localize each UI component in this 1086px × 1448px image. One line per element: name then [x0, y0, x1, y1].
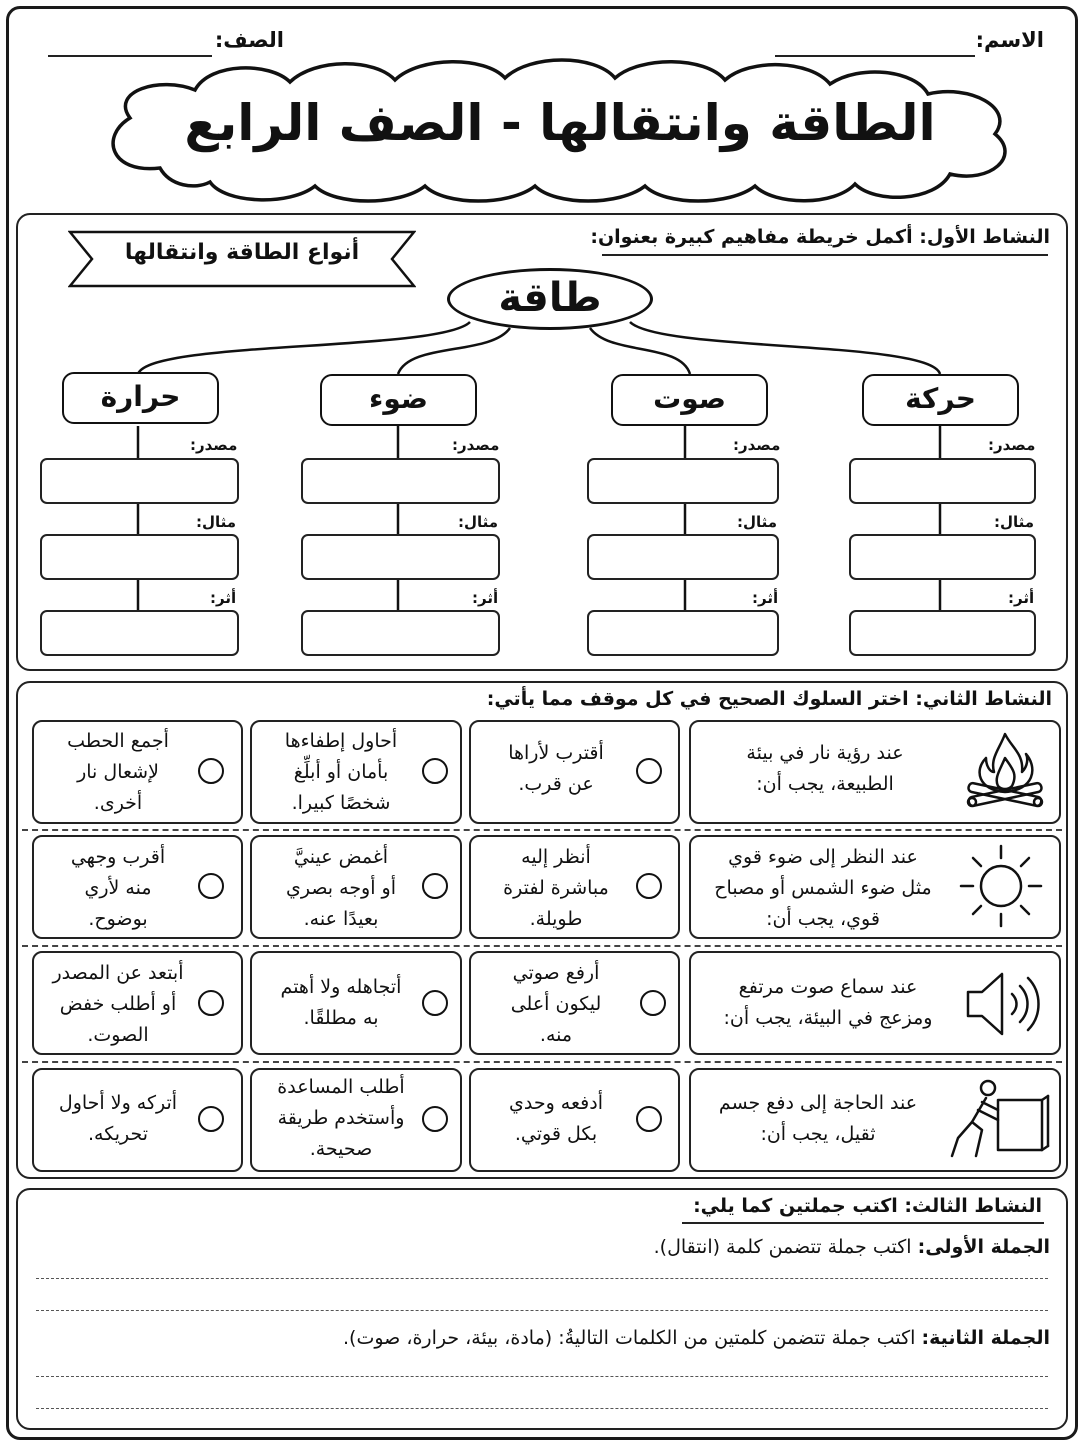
option-radio-2-1[interactable] — [636, 873, 662, 899]
option-radio-1-3[interactable] — [198, 758, 224, 784]
heat-example-box[interactable] — [40, 534, 239, 580]
sentence1-label: الجملة الأولى: — [917, 1236, 1050, 1258]
option-text-1-2: أحاول إطفاءها بأمان أو أبلِّغ شخصًا كبيرا. — [284, 730, 398, 814]
option-text-3-3: أبتعد عن المصدر أو أطلب خفض الصوت. — [52, 962, 184, 1046]
speaker-icon — [962, 966, 1046, 1042]
option-radio-3-3[interactable] — [198, 990, 224, 1016]
activity1-heading: النشاط الأول: أكمل خريطة مفاهيم كبيرة بعنوان: — [590, 226, 1050, 248]
option-radio-3-1[interactable] — [640, 990, 666, 1016]
option-radio-4-3[interactable] — [198, 1106, 224, 1132]
option-text-2-1: أنظر إليه مباشرة لفترة طويلة. — [503, 846, 609, 930]
sound-example-box[interactable] — [587, 534, 779, 580]
ribbon-title: أنواع الطاقة وانتقالها — [124, 240, 360, 265]
motion-example-label: مثال: — [994, 513, 1035, 531]
motion-source-box[interactable] — [849, 458, 1036, 504]
option-text-2-3: أقرب وجهي منه لأري بوضوح. — [70, 846, 166, 930]
option-radio-3-2[interactable] — [422, 990, 448, 1016]
sentence1-line-2[interactable] — [36, 1310, 1048, 1311]
situation-text-push: عند الحاجة إلى دفع جسم ثقيل، يجب أن: — [718, 1092, 918, 1145]
pushing-box-icon — [948, 1076, 1052, 1164]
light-example-label: مثال: — [458, 513, 499, 531]
option-radio-4-1[interactable] — [636, 1106, 662, 1132]
option-text-4-3: أتركه ولا أحاول تحريكه. — [58, 1092, 178, 1145]
type-node-light: ضوء — [320, 374, 477, 426]
motion-effect-label: أثر: — [1008, 589, 1035, 607]
sentence1-prompt — [654, 1236, 1050, 1258]
option-text-4-1: أدفعه وحدي بكل قوتي. — [509, 1092, 603, 1145]
situation-text-sound: عند سماع صوت مرتفع ومزعج في البيئة، يجب أن: — [723, 976, 933, 1029]
type-node-sound: صوت — [611, 374, 768, 426]
name-label: الاسم: — [975, 28, 1044, 52]
page-title: الطاقة وانتقالها - الصف الرابع — [184, 94, 936, 152]
heat-example-label: مثال: — [196, 513, 237, 531]
sound-effect-box[interactable] — [587, 610, 779, 656]
option-radio-1-1[interactable] — [636, 758, 662, 784]
type-node-heat: حرارة — [62, 372, 219, 424]
row-divider — [22, 829, 1062, 831]
option-text-3-2: أتجاهله ولا أهتم به مطلقًا. — [280, 976, 402, 1029]
motion-source-label: مصدر: — [988, 436, 1036, 454]
heat-effect-box[interactable] — [40, 610, 239, 656]
option-text-1-3: أجمع الحطب لإشعال نار أخرى. — [67, 730, 169, 814]
row-divider — [22, 945, 1062, 947]
sound-source-label: مصدر: — [733, 436, 781, 454]
option-text-1-1: أقترب لأراها عن قرب. — [508, 742, 604, 795]
motion-example-box[interactable] — [849, 534, 1036, 580]
sound-example-label: مثال: — [737, 513, 778, 531]
sentence2-text: اكتب جملة تتضمن كلمتين من الكلمات التاليةُ: (مادة، بيئة، حرارة، صوت). — [343, 1327, 916, 1349]
sentence2-line-2[interactable] — [36, 1408, 1048, 1409]
option-radio-1-2[interactable] — [422, 758, 448, 784]
sentence1-line-1[interactable] — [36, 1278, 1048, 1279]
option-text-4-2: أطلب المساعدة وأستخدم طريقة صحيحة. — [277, 1076, 405, 1160]
root-node-energy: طاقة — [447, 268, 653, 330]
sound-effect-label: أثر: — [752, 589, 779, 607]
campfire-icon — [962, 728, 1048, 814]
option-text-3-1: أرفع صوتي ليكون أعلى منه. — [510, 962, 602, 1046]
type-node-motion: حركة — [862, 374, 1019, 426]
option-radio-4-2[interactable] — [422, 1106, 448, 1132]
sentence2-prompt — [343, 1327, 1050, 1349]
activity3-heading-underline — [682, 1222, 1044, 1224]
sun-icon — [955, 840, 1047, 932]
light-effect-label: أثر: — [472, 589, 499, 607]
option-text-2-2: أغمض عينيَّ أو أوجه بصري بعيدًا عنه. — [285, 846, 397, 930]
heat-effect-label: أثر: — [210, 589, 237, 607]
light-effect-box[interactable] — [301, 610, 500, 656]
class-label: الصف: — [214, 28, 284, 52]
sentence2-line-1[interactable] — [36, 1376, 1048, 1377]
heat-source-box[interactable] — [40, 458, 239, 504]
sentence2-label: الجملة الثانية: — [921, 1327, 1050, 1349]
sound-source-box[interactable] — [587, 458, 779, 504]
situation-text-fire: عند رؤية نار في بيئة الطبيعة، يجب أن: — [746, 742, 904, 795]
sentence1-text: اكتب جملة تتضمن كلمة (انتقال). — [653, 1236, 912, 1258]
situation-text-light: عند النظر إلى ضوء قوي مثل ضوء الشمس أو مصباح قوي، يجب أن: — [714, 846, 932, 930]
activity3-heading: النشاط الثالث: اكتب جملتين كما يلي: — [693, 1195, 1042, 1217]
activity2-heading: النشاط الثاني: اختر السلوك الصحيح في كل موقف مما يأتي: — [486, 688, 1052, 710]
light-source-label: مصدر: — [452, 436, 500, 454]
option-radio-2-2[interactable] — [422, 873, 448, 899]
heat-source-label: مصدر: — [190, 436, 238, 454]
option-radio-2-3[interactable] — [198, 873, 224, 899]
row-divider — [22, 1061, 1062, 1063]
light-example-box[interactable] — [301, 534, 500, 580]
light-source-box[interactable] — [301, 458, 500, 504]
motion-effect-box[interactable] — [849, 610, 1036, 656]
activity3-section — [16, 1188, 1068, 1430]
